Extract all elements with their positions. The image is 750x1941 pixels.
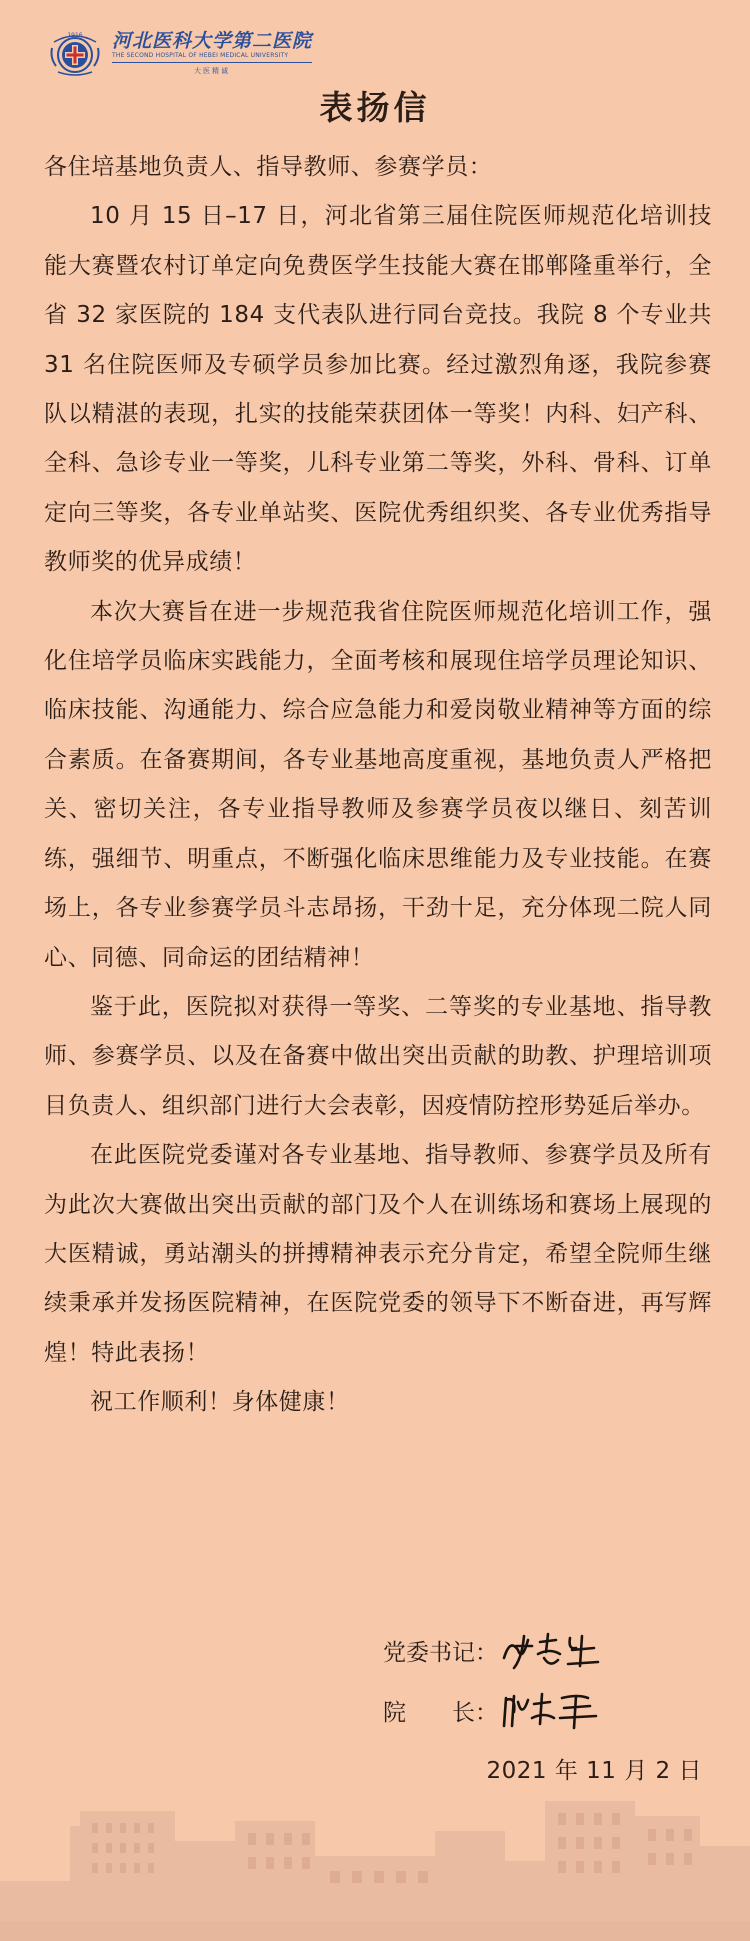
president-handwritten-signature <box>498 1688 608 1732</box>
closing-wish: 祝工作顺利！身体健康！ <box>90 1389 350 1416</box>
secretary-signature-row <box>383 1628 608 1672</box>
paragraph-1: 10 月 15 日–17 日，河北省第三届住院医师规范化培训技能大赛暨农村订单定向免费医学生技能大赛在邯郸隆重举行，全省 32 家医院的 184 支代表队进行同台竞技。我院 8 个专业共 31 名住院医师及专硕学员参加比赛。经过激烈角逐，我院参赛队以精湛的表现，扎实的技能荣获团体一等奖！内科、妇产科、全科、急诊专业一等奖，儿科专业第二等奖，外科、骨科、订单定向三等奖，各专业单站奖、医院优秀组织奖、各专业优秀指导教师奖的优异成绩！ <box>44 203 712 576</box>
paragraph-3: 鉴于此，医院拟对获得一等奖、二等奖的专业基地、指导教师、参赛学员、以及在备赛中做出突出贡献的助教、护理培训项目负责人、组织部门进行大会表彰，因疫情防控形势延后举办。 <box>44 993 712 1119</box>
logo-chinese-name: 河北医科大学第二医院 <box>112 30 313 52</box>
hospital-buildings-illustration <box>0 1771 750 1941</box>
president-signature-row <box>383 1688 608 1732</box>
greeting: 各住培基地负责人、指导教师、参赛学员： <box>44 154 493 180</box>
paragraph-4: 在此医院党委谨对各专业基地、指导教师、参赛学员及所有为此次大赛做出突出贡献的部门及个人在训练场和赛场上展现的大医精诚，勇站潮头的拼搏精神表示充分肯定，希望全院师生继续秉承并发扬医院精神，在医院党委的领导下不断奋进，再写辉煌！特此表扬！ <box>44 1142 712 1366</box>
hospital-logo <box>48 28 312 78</box>
svg-text:1916: 1916 <box>67 32 83 39</box>
secretary-label: 党委书记： <box>383 1639 498 1666</box>
secretary-handwritten-signature <box>498 1628 608 1672</box>
letter-date: 2021 年 11 月 2 日 <box>486 1758 702 1784</box>
president-label: 院 长： <box>383 1699 498 1726</box>
letter-title: 表扬信 <box>319 88 431 127</box>
letter-body <box>44 143 712 1428</box>
paragraph-2: 本次大赛旨在进一步规范我省住院医师规范化培训工作，强化住培学员临床实践能力，全面考核和展现住培学员理论知识、临床技能、沟通能力、综合应急能力和爱岗敬业精神等方面的综合素质。在备赛期间，各专业基地高度重视，基地负责人严格把关、密切关注，各专业指导教师及参赛学员夜以继日、刻苦训练，强细节、明重点，不断强化临床思维能力及专业技能。在赛场上，各专业参赛学员斗志昂扬，干劲十足，充分体现二院人同心、同德、同命运的团结精神！ <box>44 598 712 971</box>
logo-text-block <box>112 30 312 76</box>
logo-english-name: THE SECOND HOSPITAL OF HEBEI MEDICAL UNIVERSITY <box>112 52 312 63</box>
logo-motto: 大医精诚 <box>194 67 230 75</box>
hospital-emblem-icon <box>48 28 102 78</box>
